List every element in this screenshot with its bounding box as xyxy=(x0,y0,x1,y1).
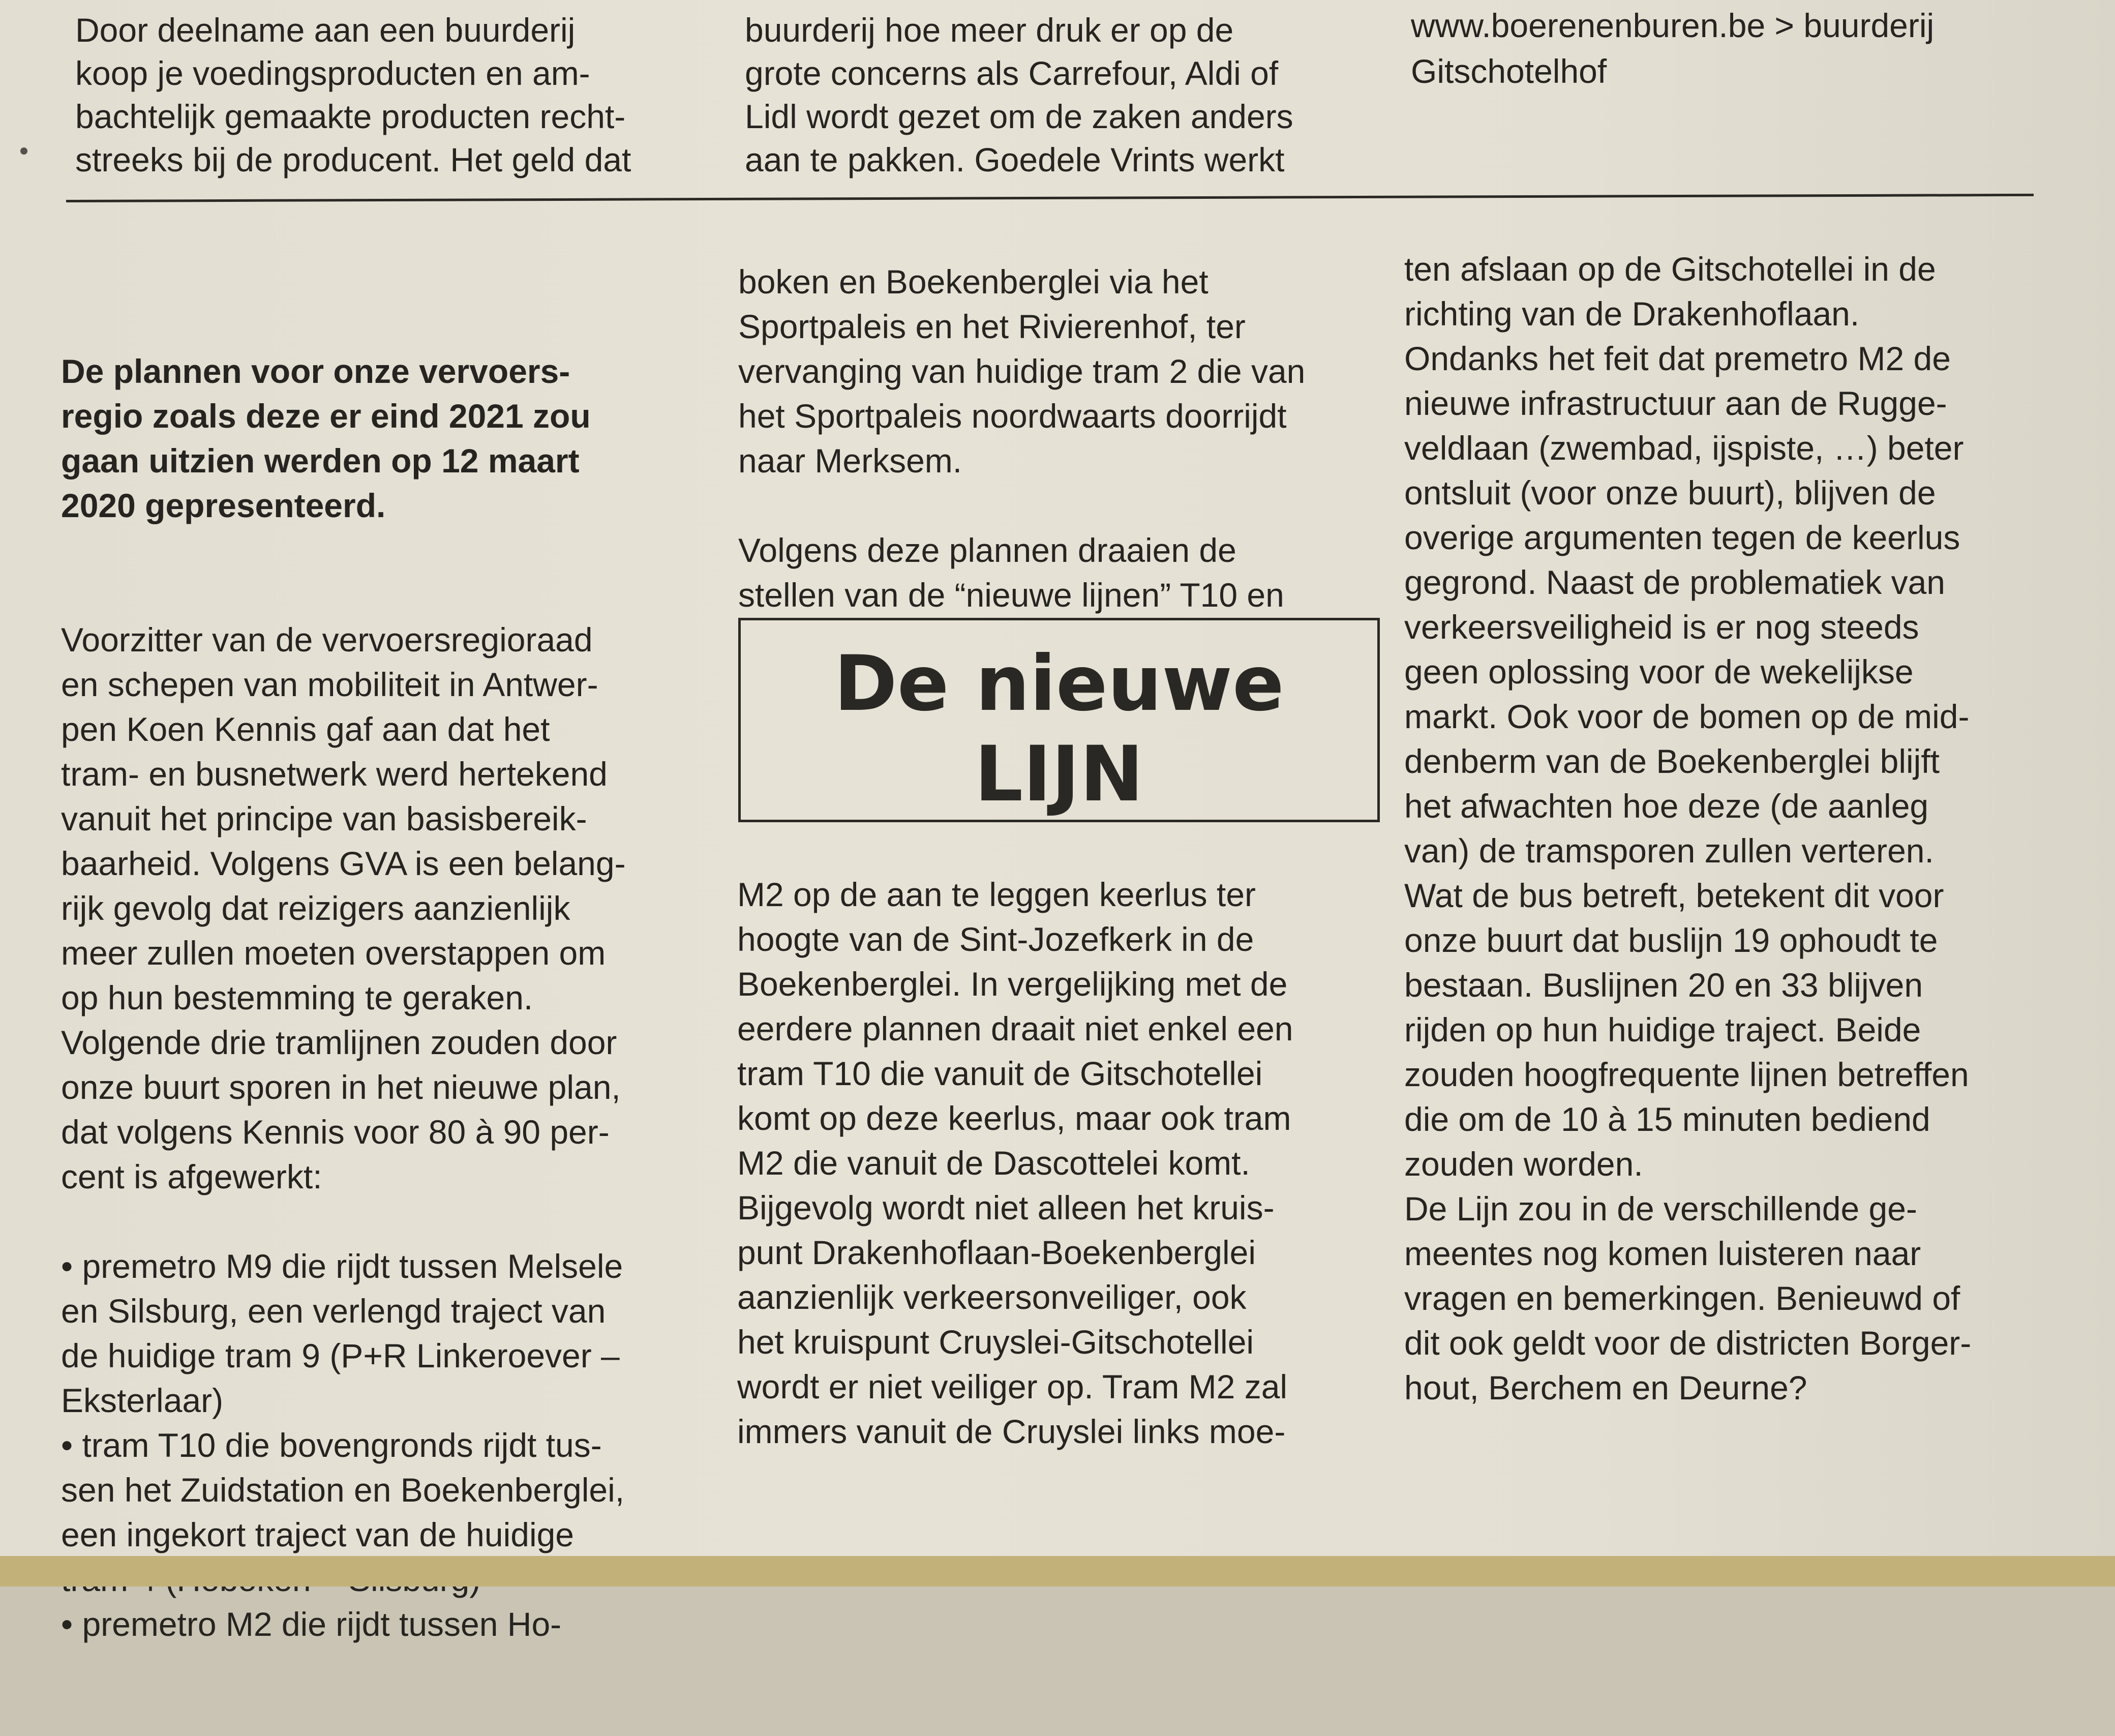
text-line: tram T10 die vanuit de Gitschotellei xyxy=(737,1055,1263,1092)
text-line: dit ook geldt voor de districten Borger- xyxy=(1404,1324,1972,1362)
text-line: Lidl wordt gezet om de zaken anders xyxy=(745,98,1293,135)
text-line: tram- en busnetwerk werd hertekend xyxy=(61,755,608,793)
headline-box xyxy=(738,618,1380,822)
text-line: die om de 10 à 15 minuten bediend xyxy=(1404,1100,1930,1138)
text-line: geen oplossing voor de wekelijkse xyxy=(1404,653,1914,691)
text-line: het Sportpaleis noordwaarts doorrijdt xyxy=(738,397,1287,435)
text-line xyxy=(738,483,1305,528)
text-line: de huidige tram 9 (P+R Linkeroever – xyxy=(61,1337,620,1374)
article-body-column-1 xyxy=(61,617,626,1647)
text-line: ten afslaan op de Gitschotellei in de xyxy=(1404,250,1936,288)
text-line: aan te pakken. Goedele Vrints werkt xyxy=(745,141,1285,178)
page-bottom-edge xyxy=(0,1556,2115,1587)
text-line: aanzienlijk verkeersonveiliger, ook xyxy=(737,1278,1247,1316)
headline-line-1: De nieuwe xyxy=(834,640,1284,728)
text-line: op hun bestemming te geraken. xyxy=(61,979,533,1016)
text-line: en schepen van mobiliteit in Antwer- xyxy=(61,666,598,703)
text-line: www.boerenenburen.be > buurderij xyxy=(1411,7,1935,44)
text-line: hoogte van de Sint-Jozefkerk in de xyxy=(737,920,1254,958)
article-lead xyxy=(61,349,626,528)
text-line: Door deelname aan een buurderij xyxy=(75,11,576,49)
text-line: meentes nog komen luisteren naar xyxy=(1404,1235,1921,1272)
text-line: onze buurt dat buslijn 19 ophoudt te xyxy=(1404,921,1938,959)
text-line: vragen en bemerkingen. Benieuwd of xyxy=(1404,1279,1960,1317)
text-line: wordt er niet veiliger op. Tram M2 zal xyxy=(737,1368,1288,1405)
text-line: het kruispunt Cruyslei-Gitschotellei xyxy=(737,1323,1254,1361)
text-line: en Silsburg, een verlengd traject van xyxy=(61,1292,606,1330)
text-line: stellen van de “nieuwe lijnen” T10 en xyxy=(738,576,1284,614)
text-line: overige argumenten tegen de keerlus xyxy=(1404,519,1960,556)
text-line: bachtelijk gemaakte producten recht- xyxy=(75,98,626,135)
text-line: M2 op de aan te leggen keerlus ter xyxy=(737,876,1256,913)
text-line: buurderij hoe meer druk er op de xyxy=(745,11,1234,49)
text-line: eerdere plannen draait niet enkel een xyxy=(737,1010,1293,1047)
text-line: Bijgevolg wordt niet alleen het kruis- xyxy=(737,1189,1275,1226)
text-line: zouden hoogfrequente lijnen betreffen xyxy=(1404,1056,1969,1093)
text-line: boken en Boekenberglei via het xyxy=(738,263,1208,301)
text-line: Voorzitter van de vervoersregioraad xyxy=(61,621,593,659)
text-line: De Lijn zou in de verschillende ge- xyxy=(1404,1190,1917,1228)
text-line: nieuwe infrastructuur aan de Rugge- xyxy=(1404,384,1947,422)
text-line: Volgende drie tramlijnen zouden door xyxy=(61,1024,617,1061)
text-line: ontsluit (voor onze buurt), blijven de xyxy=(1404,474,1936,512)
text-line: punt Drakenhoflaan-Boekenberglei xyxy=(737,1234,1256,1271)
text-line: richting van de Drakenhoflaan. xyxy=(1404,295,1860,333)
text-line: Gitschotelhof xyxy=(1411,52,1607,90)
text-line: dat volgens Kennis voor 80 à 90 per- xyxy=(61,1113,610,1151)
text-line: pen Koen Kennis gaf aan dat het xyxy=(61,710,550,748)
text-line: verkeersveiligheid is er nog steeds xyxy=(1404,608,1919,646)
text-line: Sportpaleis en het Rivierenhof, ter xyxy=(738,308,1246,345)
text-line: vervanging van huidige tram 2 die van xyxy=(738,352,1306,390)
headline-line-2: LIJN xyxy=(974,730,1144,819)
text-line: gegrond. Naast de problematiek van xyxy=(1404,563,1945,601)
top-column-1 xyxy=(75,9,631,182)
text-line: naar Merksem. xyxy=(738,442,962,480)
text-line: van) de tramsporen zullen verteren. xyxy=(1404,832,1934,870)
top-column-3 xyxy=(1411,3,1934,94)
text-line: zouden worden. xyxy=(1404,1145,1643,1183)
lead-line: gaan uitzien werden op 12 maart xyxy=(61,442,580,480)
text-line: M2 die vanuit de Dascottelei komt. xyxy=(737,1144,1250,1182)
text-line: onze buurt sporen in het nieuwe plan, xyxy=(61,1068,621,1106)
text-line: • premetro M2 die rijdt tussen Ho- xyxy=(61,1605,562,1643)
text-line: denberm van de Boekenberglei blijft xyxy=(1404,742,1940,780)
text-line: • tram T10 die bovengronds rijdt tus- xyxy=(61,1426,602,1464)
text-line: Ondanks het feit dat premetro M2 de xyxy=(1404,340,1951,377)
top-column-2 xyxy=(745,9,1293,182)
article-column-1 xyxy=(61,259,626,1736)
text-line: meer zullen moeten overstappen om xyxy=(61,934,606,972)
text-line: koop je voedingsproducten en am- xyxy=(75,54,590,92)
text-line: hout, Berchem en Deurne? xyxy=(1404,1369,1807,1406)
section-divider xyxy=(66,194,2034,202)
text-line: markt. Ook voor de bomen op de mid- xyxy=(1404,698,1970,735)
text-line: bestaan. Buslijnen 20 en 33 blijven xyxy=(1404,966,1923,1004)
article-column-3 xyxy=(1404,247,1971,1410)
text-line: • premetro M9 die rijdt tussen Melsele xyxy=(61,1247,623,1285)
text-line: streeks bij de producent. Het geld dat xyxy=(75,141,631,178)
text-line: immers vanuit de Cruyslei links moe- xyxy=(737,1413,1286,1450)
text-line: Volgens deze plannen draaien de xyxy=(738,531,1236,569)
text-line: grote concerns als Carrefour, Aldi of xyxy=(745,54,1279,92)
text-line: vanuit het principe van basisbereik- xyxy=(61,800,587,837)
margin-dot xyxy=(20,147,27,155)
lead-line: regio zoals deze er eind 2021 zou xyxy=(61,397,591,435)
text-line: rijden op hun huidige traject. Beide xyxy=(1404,1011,1921,1049)
text-line: rijk gevolg dat reizigers aanzienlijk xyxy=(61,889,570,927)
lead-line: De plannen voor onze vervoers- xyxy=(61,352,570,390)
text-line: een ingekort traject van de huidige xyxy=(61,1516,575,1553)
lead-line: 2020 gepresenteerd. xyxy=(61,487,386,524)
article-column-2-bottom xyxy=(737,872,1293,1454)
text-line: het afwachten hoe deze (de aanleg xyxy=(1404,787,1929,825)
text-line: Wat de bus betreft, betekent dit voor xyxy=(1404,877,1944,914)
text-line: sen het Zuidstation en Boekenberglei, xyxy=(61,1471,625,1509)
text-line xyxy=(61,1199,626,1244)
article-column-2-top xyxy=(738,259,1305,617)
text-line: Eksterlaar) xyxy=(61,1382,224,1419)
text-line: baarheid. Volgens GVA is een belang- xyxy=(61,845,626,882)
text-line: komt op deze keerlus, maar ook tram xyxy=(737,1099,1291,1137)
text-line: veldlaan (zwembad, ijspiste, …) beter xyxy=(1404,429,1964,467)
text-line: cent is afgewerkt: xyxy=(61,1158,322,1195)
text-line: Boekenberglei. In vergelijking met de xyxy=(737,965,1288,1003)
